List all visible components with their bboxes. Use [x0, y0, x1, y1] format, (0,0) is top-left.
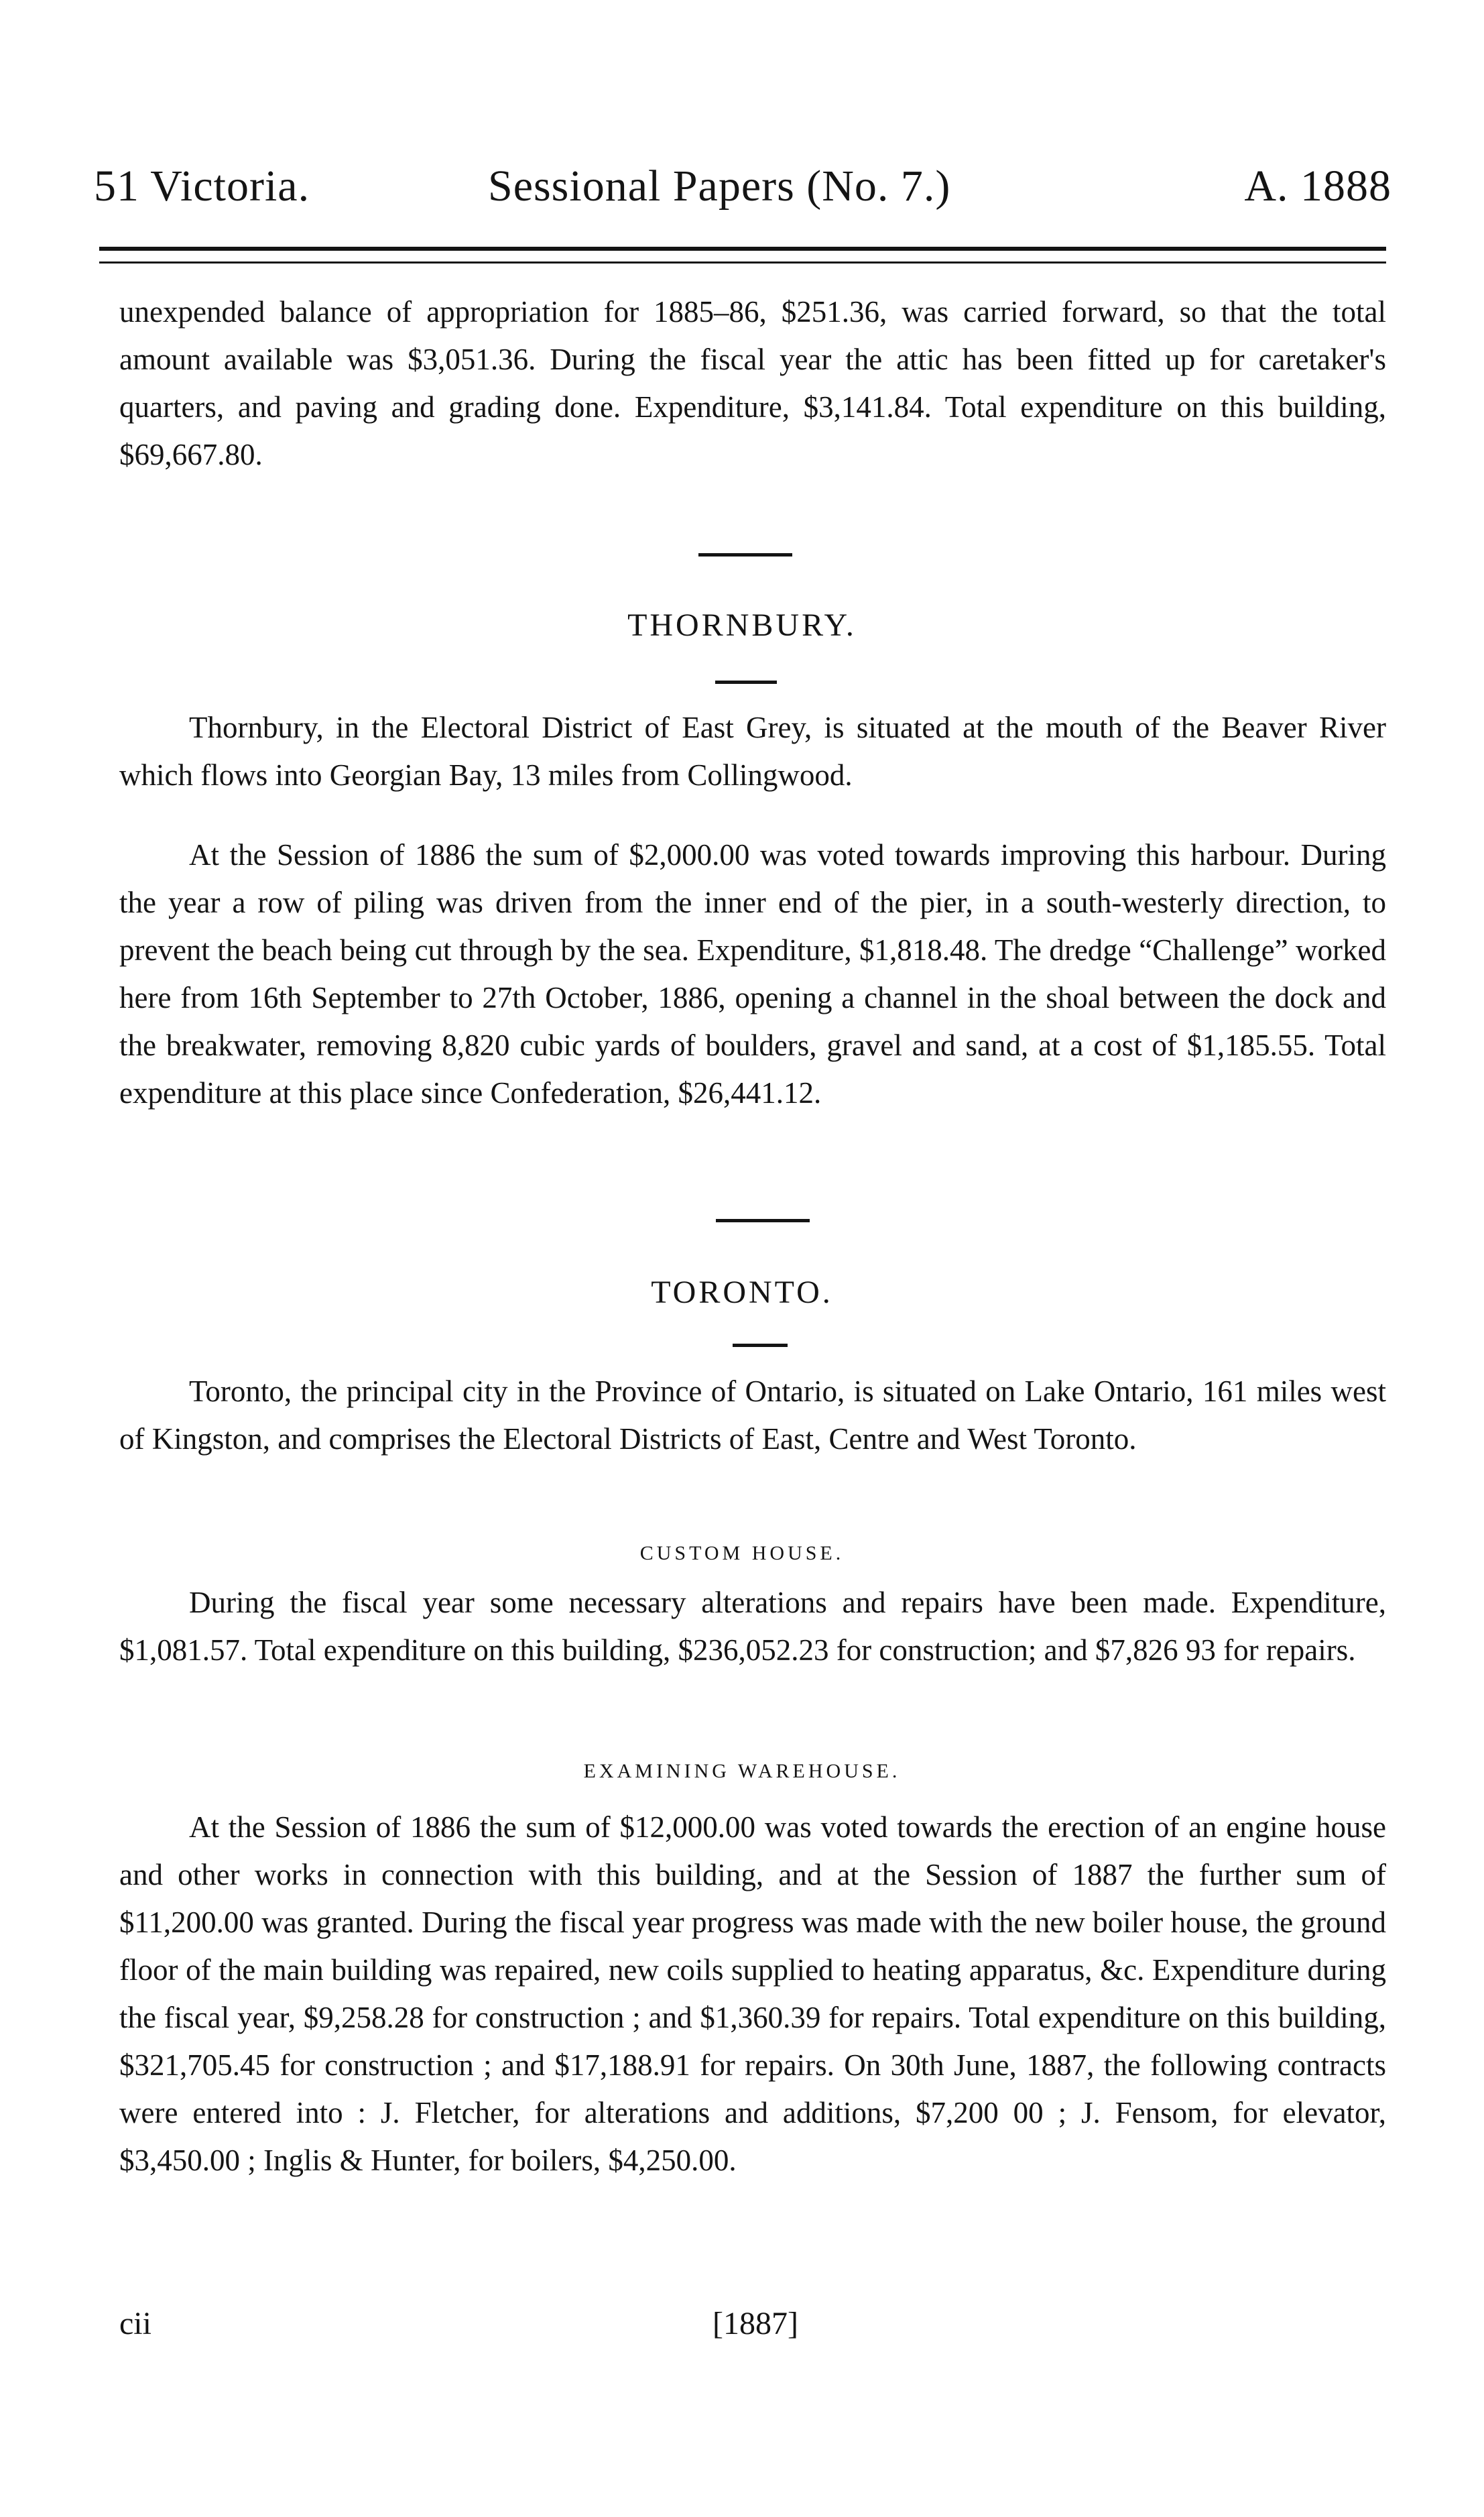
examining-warehouse-heading: EXAMINING WAREHOUSE.	[583, 1760, 901, 1782]
toronto-heading: TORONTO.	[651, 1275, 833, 1310]
examining-warehouse-paragraph: At the Session of 1886 the sum of $12,000.00 was voted towards the erection of an engine house and other works in connection with this building, and at the Session of 1887 the further sum of $11,200.00 was granted. During the fiscal year progress was made with the new boiler house, the ground floor of the main building was repaired, new coils supplied to heating apparatus, &c. Expenditure during the fiscal year, $9,258.28 for construction ; and $1,360.39 for repairs. Total expenditure on this building, $321,705.45 for construction ; and $17,188.91 for repairs. On 30th June, 1887, the following contracts were entered into : J. Fletcher, for alterations and additions, $7,200 00 ; J. Fensom, for elevator, $3,450.00 ; Inglis & Hunter, for boilers, $4,250.00.	[119, 1810, 1386, 2177]
intro-paragraph: unexpended balance of appropriation for 1885–86, $251.36, was carried forward, so that the total amount available was $3,051.36. During the fiscal year the attic has been fitted up for caretaker's quarters, and paving and grading done. Expenditure, $3,141.84. Total expenditure on this building, $69,667.80.	[119, 295, 1386, 471]
header-rule-thin	[99, 261, 1386, 264]
custom-house-heading: CUSTOM HOUSE.	[639, 1542, 845, 1564]
running-header-year: A. 1888	[1244, 162, 1392, 211]
thornbury-paragraph-1: Thornbury, in the Electoral District of East Grey, is situated at the mouth of the Beaver River which flows into Georgian Bay, 13 miles from Collingwood.	[119, 711, 1386, 792]
thornbury-heading: THORNBURY.	[627, 607, 857, 643]
toronto-paragraph: Toronto, the principal city in the Province of Ontario, is situated on Lake Ontario, 161 miles west of Kingston, and comprises the Electoral Districts of East, Centre and West Toronto.	[119, 1374, 1386, 1456]
heading-underline	[733, 1344, 788, 1347]
section-divider	[716, 1219, 810, 1222]
page-number: cii	[119, 2306, 151, 2341]
running-header-session: 51 Victoria.	[94, 162, 310, 211]
section-divider	[698, 553, 792, 557]
custom-house-paragraph: During the fiscal year some necessary alterations and repairs have been made. Expenditure, $1,081.57. Total expenditure on this building, $236,052.23 for construction; and $7,826 93 for repairs.	[119, 1586, 1386, 1667]
thornbury-paragraph-2: At the Session of 1886 the sum of $2,000.00 was voted towards improving this harbour. During the year a row of piling was driven from the inner end of the pier, in a south-westerly direction, to prevent the beach being cut through by the sea. Expenditure, $1,818.48. The dredge “Challenge” worked here from 16th September to 27th October, 1886, opening a channel in the shoal between the dock and the breakwater, removing 8,820 cubic yards of boulders, gravel and sand, at a cost of $1,185.55. Total expenditure at this place since Confederation, $26,441.12.	[119, 838, 1386, 1110]
header-rule-thick	[99, 247, 1386, 251]
heading-underline	[715, 681, 777, 684]
printer-sheet-mark: [1887]	[713, 2306, 798, 2341]
running-header-title: Sessional Papers (No. 7.)	[488, 162, 951, 211]
